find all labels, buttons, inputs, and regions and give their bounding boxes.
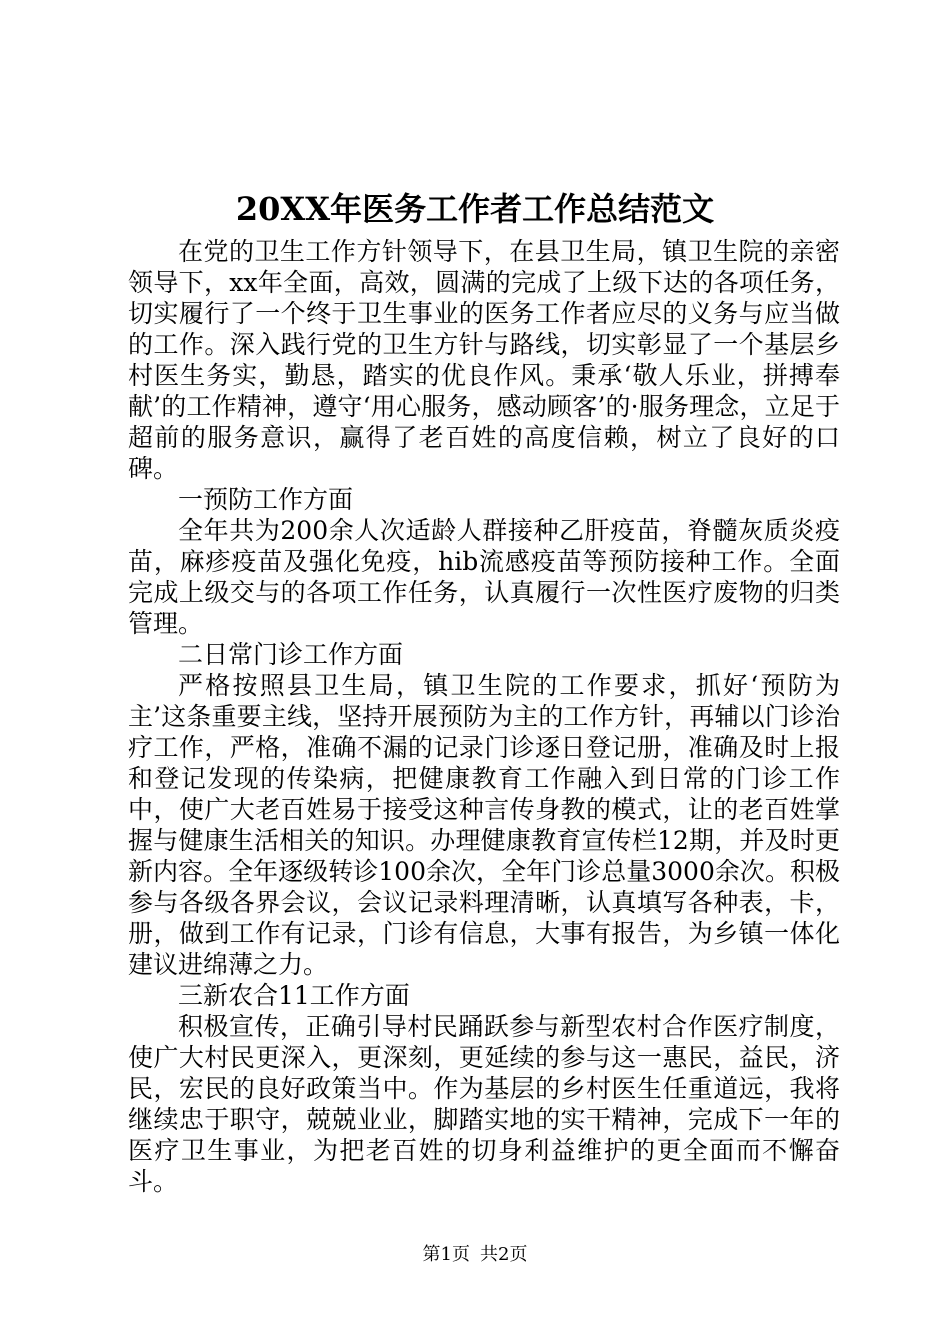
section-heading-outpatient: 二日常门诊工作方面 — [178, 640, 404, 669]
section-text-rural-coop: 积极宣传，正确引导村民踊跃参与新型农村合作医疗制度，使广大村民更深入，更深刻，更延续的参与这一惠民，益民，济民，宏民的良好政策当中。作为基层的乡村医生任重道远，我将继续忠于职守，兢兢业业，脚踏实地的实干精神，完成下一年的医疗卫生事业，为把老百姓的切身利益维护的更全面而不懈奋斗。 — [128, 1012, 840, 1196]
page-number-total: 共2页 — [480, 1244, 528, 1265]
page-number-current: 第1页 — [422, 1244, 470, 1265]
document-title: 20XX年医务工作者工作总结范文 — [235, 190, 715, 228]
section-heading-rural-coop: 三新农合11工作方面 — [178, 981, 410, 1010]
intro-paragraph: 在党的卫生工作方针领导下，在县卫生局，镇卫生院的亲密领导下，xx年全面，高效，圆满的完成了上级下达的各项任务，切实履行了一个终于卫生事业的医务工作者应尽的义务与应当做的工作。深入践行党的卫生方针与路线，切实彰显了一个基层乡村医生务实，勤恳，踏实的优良作风。秉承‘敬人乐业，拼搏奉献’的工作精神，遵守‘用心服务，感动顾客’的·服务理念，立足于超前的服务意识，赢得了老百姓的高度信赖，树立了良好的口碑。 — [128, 237, 840, 483]
section-text-outpatient: 严格按照县卫生局，镇卫生院的工作要求，抓好‘预防为主’这条重要主线，坚持开展预防为主的工作方针，再辅以门诊治疗工作，严格，准确不漏的记录门诊逐日登记册，准确及时上报和登记发现的传染病，把健康教育工作融入到日常的门诊工作中，使广大老百姓易于接受这种言传身教的模式，让的老百姓掌握与健康生活相关的知识。办理健康教育宣传栏12期，并及时更新内容。全年逐级转诊100余次，全年门诊总量3000余次。积极参与各级各界会议，会议记录料理清晰，认真填写各种表，卡，册，做到工作有记录，门诊有信息，大事有报告，为乡镇一体化建议进绵薄之力。 — [128, 671, 840, 979]
section-text-prevention: 全年共为200余人次适龄人群接种乙肝疫苗，脊髓灰质炎疫苗，麻疹疫苗及强化免疫，hib流感疫苗等预防接种工作。全面完成上级交与的各项工作任务，认真履行一次性医疗废物的归类管理。 — [128, 516, 840, 638]
document-body — [128, 236, 840, 1197]
section-heading-prevention: 一预防工作方面 — [178, 485, 354, 514]
page-footer — [0, 1242, 950, 1268]
